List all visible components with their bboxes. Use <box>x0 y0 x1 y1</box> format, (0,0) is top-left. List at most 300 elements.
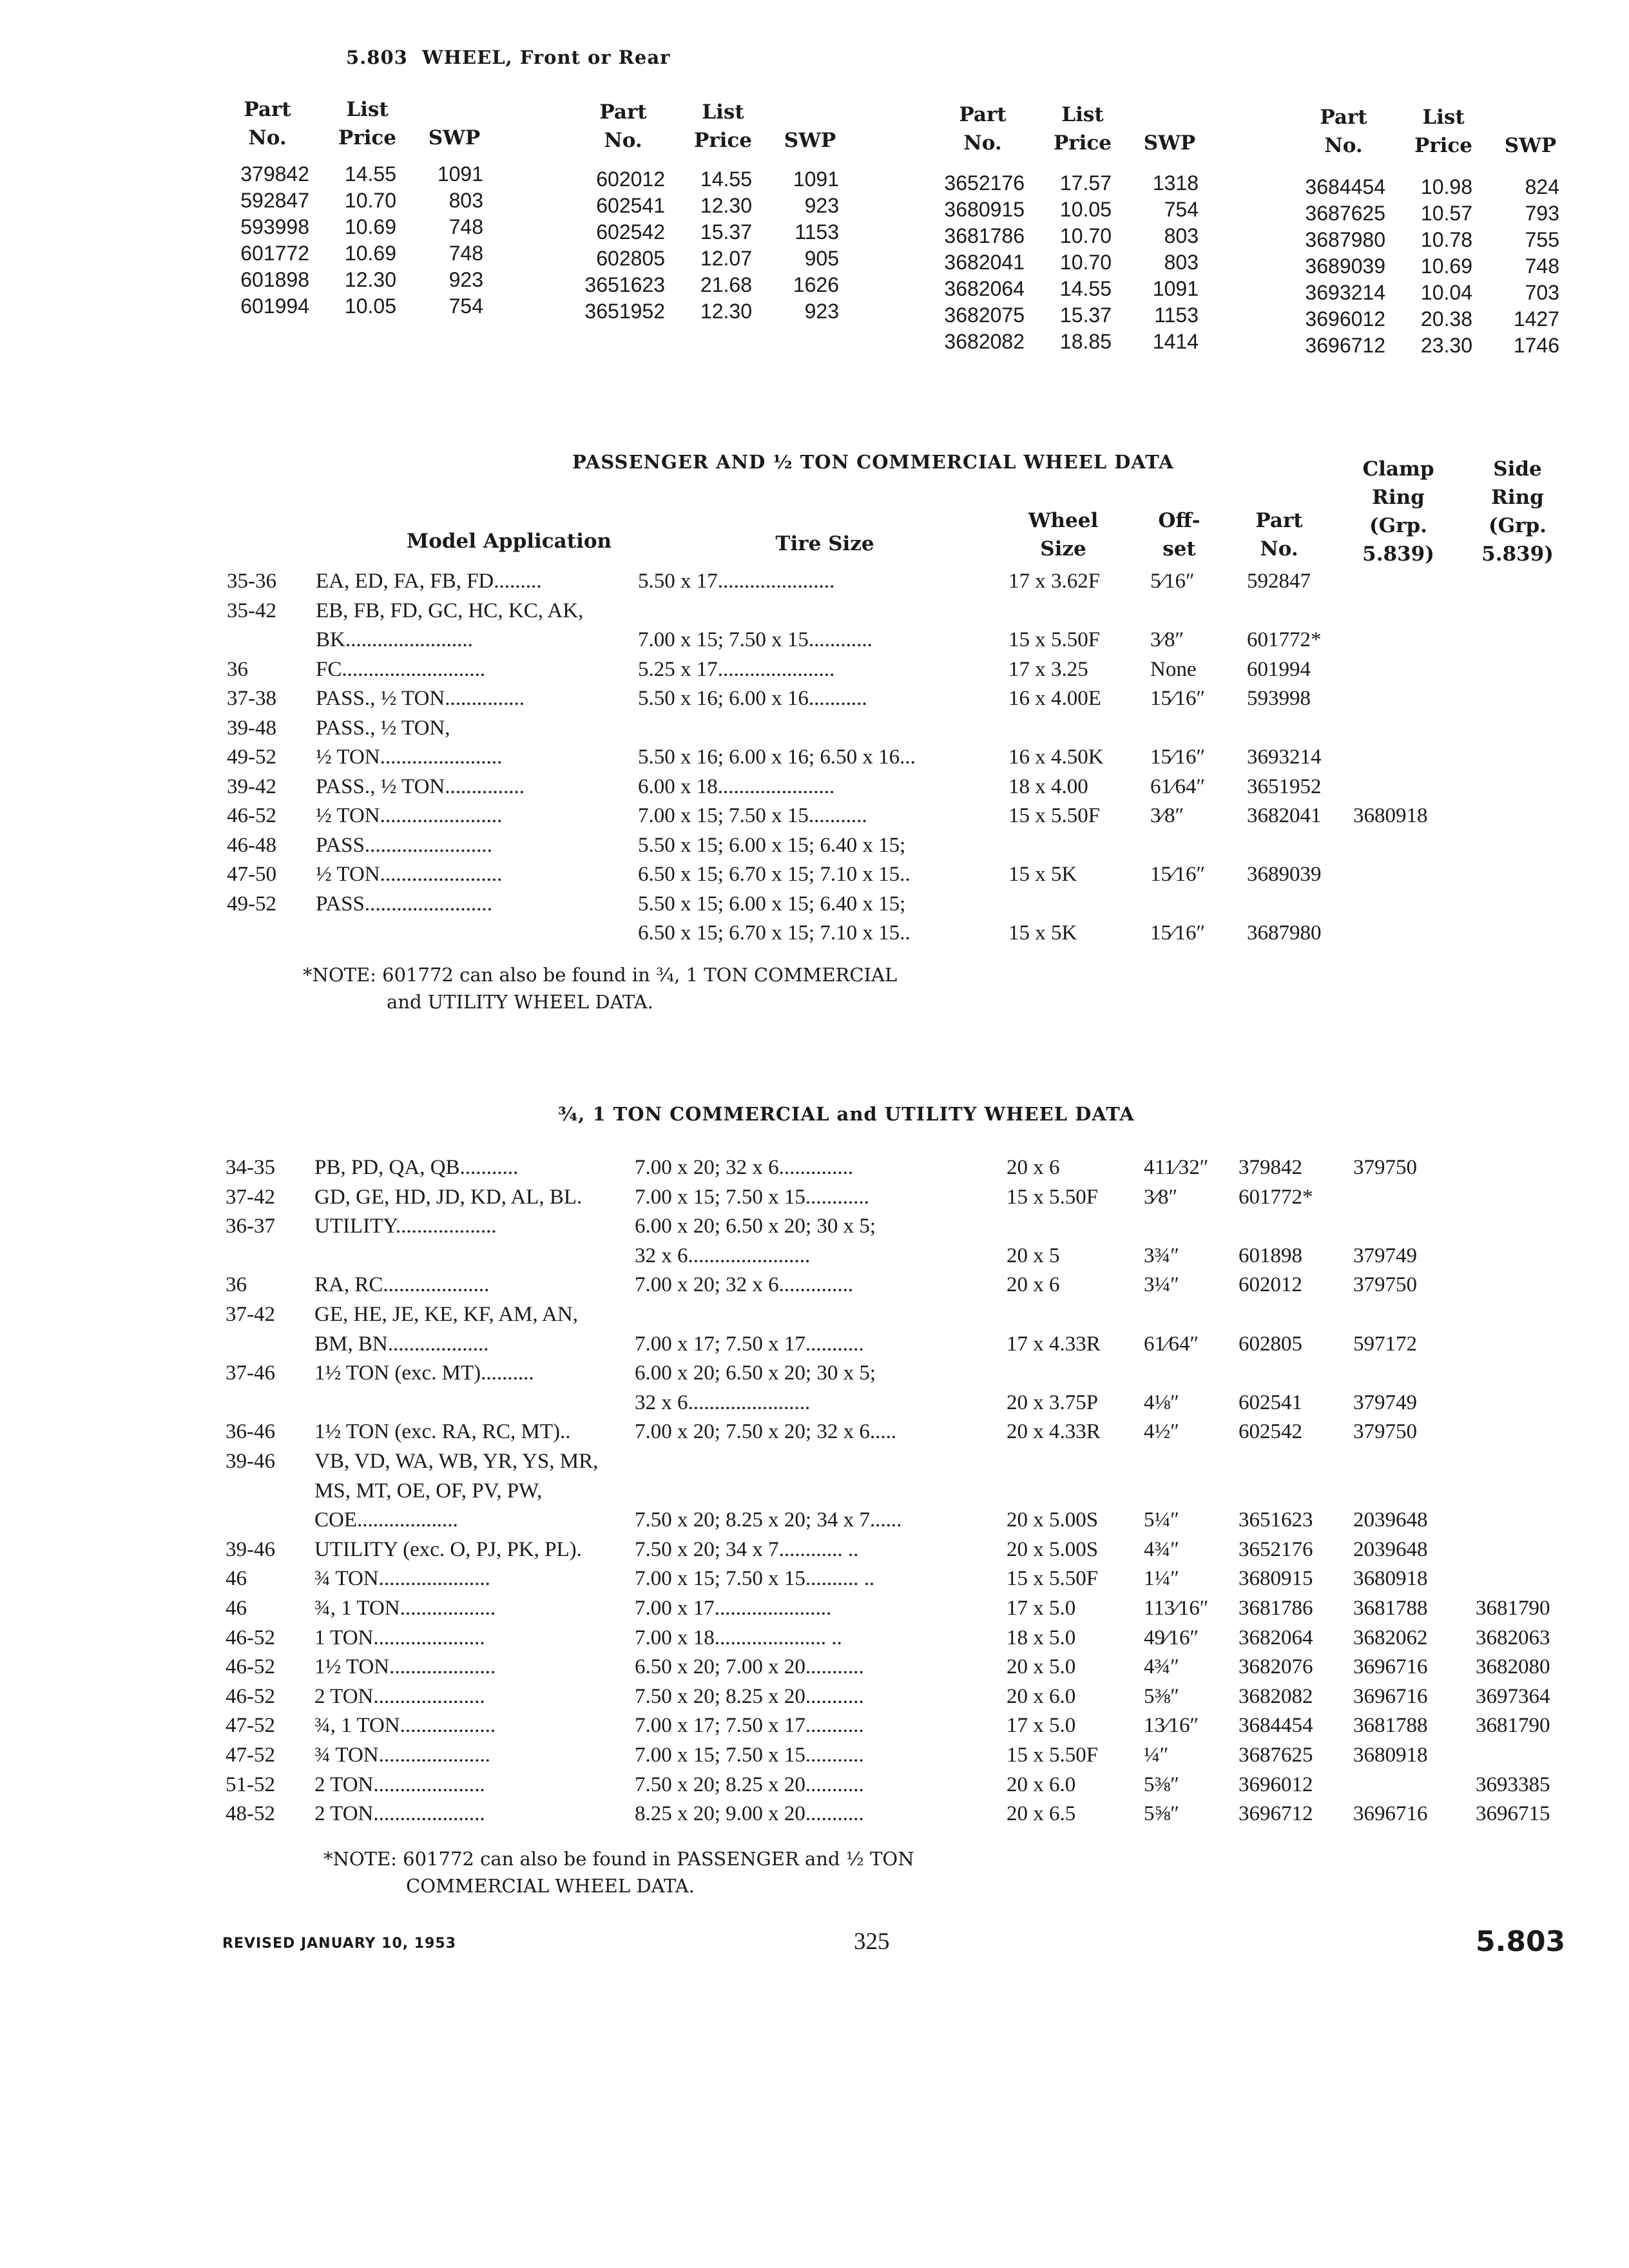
offset: 4⅛″ <box>1144 1390 1179 1414</box>
list-price: 10.78 <box>1420 228 1472 251</box>
header-swp: SWP <box>428 126 481 149</box>
offset: 13⁄16″ <box>1144 1714 1199 1738</box>
clamp-ring: 3680918 <box>1353 1744 1428 1767</box>
offset: 3⁄8″ <box>1144 1185 1178 1209</box>
model-application: 1½ TON.................... <box>314 1655 496 1679</box>
side-ring: 3693385 <box>1476 1773 1550 1796</box>
table-row <box>0 628 1629 657</box>
model-year: 49-52 <box>227 892 276 916</box>
swp-price: 1318 <box>1152 171 1199 195</box>
list-price: 10.57 <box>1420 202 1472 225</box>
table-row <box>0 863 1629 891</box>
clamp-ring: 3681788 <box>1353 1714 1428 1738</box>
swp-price: 923 <box>448 268 483 291</box>
swp-price: 803 <box>448 189 483 212</box>
part-number: 602541 <box>596 194 665 217</box>
offset: 61⁄64″ <box>1150 774 1206 798</box>
part-number: 593998 <box>1247 687 1311 710</box>
clamp-ring: 2039648 <box>1353 1537 1428 1561</box>
model-application: GE, HE, JE, KE, KF, AM, AN, <box>314 1303 578 1326</box>
table-row <box>0 1156 1629 1184</box>
model-application: GD, GE, HD, JD, KD, AL, BL. <box>314 1185 583 1209</box>
part-number: 3651623 <box>584 273 665 296</box>
wheel-size: 20 x 6 <box>1007 1156 1060 1179</box>
table-row <box>0 1597 1629 1625</box>
offset: 49⁄16″ <box>1144 1626 1199 1649</box>
section-number: 5.803 <box>346 46 408 68</box>
part-number: 3682075 <box>944 303 1025 327</box>
swp-price: 748 <box>448 215 483 238</box>
swp-price: 1091 <box>793 168 839 191</box>
model-year: 37-42 <box>226 1185 275 1209</box>
offset: 5⁄16″ <box>1150 570 1195 593</box>
offset: 15⁄16″ <box>1150 687 1206 710</box>
tire-size: 5.50 x 15; 6.00 x 15; 6.40 x 15; <box>638 892 906 916</box>
part-number: 3684454 <box>1239 1714 1313 1738</box>
list-price: 10.69 <box>344 242 396 265</box>
wheel-size: 15 x 5.50F <box>1007 1185 1099 1209</box>
table-row <box>0 1186 1629 1214</box>
tire-size: 32 x 6....................... <box>635 1244 811 1267</box>
swp-price: 748 <box>1525 255 1559 278</box>
swp-price: 824 <box>1525 175 1559 198</box>
model-year: 36-37 <box>226 1215 275 1238</box>
part-number: 379842 <box>240 162 309 186</box>
tire-size: 6.50 x 20; 7.00 x 20........... <box>635 1655 864 1679</box>
model-year: 49-52 <box>227 745 276 769</box>
part-number: 3687625 <box>1305 202 1385 225</box>
part-number: 3696012 <box>1305 307 1385 331</box>
wheel-size: 20 x 3.75P <box>1007 1390 1099 1414</box>
model-application: EA, ED, FA, FB, FD......... <box>316 570 542 593</box>
offset: 5¼″ <box>1144 1508 1179 1532</box>
part-number: 3682076 <box>1239 1655 1313 1679</box>
offset: 3⁄8″ <box>1150 804 1184 827</box>
tire-size: 6.50 x 15; 6.70 x 15; 7.10 x 15.. <box>638 921 911 945</box>
list-price: 12.30 <box>700 300 752 323</box>
swp-price: 755 <box>1525 228 1559 251</box>
part-number: 601772* <box>1247 628 1322 651</box>
tire-size: 6.50 x 15; 6.70 x 15; 7.10 x 15.. <box>638 863 911 886</box>
clamp-ring: 379749 <box>1353 1390 1417 1414</box>
wheel-size: 18 x 4.00 <box>1008 774 1088 798</box>
list-price: 12.07 <box>700 247 752 270</box>
table-row <box>0 745 1629 774</box>
swp-price: 1091 <box>1152 277 1199 300</box>
wheel-size: 20 x 5 <box>1007 1244 1060 1267</box>
part-number: 602541 <box>1239 1390 1302 1414</box>
list-price: 14.55 <box>344 162 396 186</box>
table-row <box>0 687 1629 715</box>
model-year: 46 <box>226 1597 247 1620</box>
list-price: 15.37 <box>1059 303 1112 327</box>
wheel-size: 18 x 5.0 <box>1007 1626 1076 1649</box>
model-year: 36 <box>226 1273 247 1297</box>
swp-price: 793 <box>1525 202 1559 225</box>
header-offset: Off- set <box>1158 509 1200 561</box>
list-price: 20.38 <box>1420 307 1472 331</box>
offset: 3⁄8″ <box>1150 628 1184 651</box>
tire-size: 7.00 x 15; 7.50 x 15........... <box>638 804 867 827</box>
part-number: 601772* <box>1239 1185 1313 1209</box>
list-price: 10.70 <box>1059 251 1112 274</box>
model-application: PASS........................ <box>316 892 492 916</box>
tire-size: 5.25 x 17...................... <box>638 657 835 681</box>
part-number: 3696012 <box>1239 1773 1313 1796</box>
header-list-price: List Price <box>1414 106 1473 157</box>
wheel-size: 15 x 5K <box>1008 863 1077 886</box>
table-row <box>0 658 1629 686</box>
table-row <box>0 1655 1629 1684</box>
header-side-ring: Side Ring (Grp. 5.839) <box>1481 457 1554 566</box>
offset: None <box>1150 657 1197 681</box>
list-price: 10.69 <box>1420 255 1472 278</box>
part-number: 3687980 <box>1305 228 1385 251</box>
table-row <box>0 1802 1629 1831</box>
header-list-price: List Price <box>1053 103 1112 155</box>
tire-size: 7.00 x 17; 7.50 x 17........... <box>635 1714 864 1738</box>
list-price: 15.37 <box>700 220 752 244</box>
clamp-ring: 3696716 <box>1353 1802 1428 1826</box>
clamp-ring: 3682062 <box>1353 1626 1428 1649</box>
model-year: 37-42 <box>226 1303 275 1326</box>
part-number: 3651952 <box>584 300 665 323</box>
swp-price: 754 <box>1164 198 1199 221</box>
list-price: 23.30 <box>1420 334 1472 357</box>
part-number: 3681786 <box>944 224 1025 247</box>
table-row <box>0 804 1629 832</box>
part-number: 602805 <box>1239 1332 1302 1356</box>
swp-price: 1427 <box>1513 307 1559 331</box>
part-number: 3682082 <box>1239 1684 1313 1708</box>
table-row <box>0 599 1629 628</box>
model-year: 36 <box>227 657 248 681</box>
clamp-ring: 379750 <box>1353 1273 1417 1297</box>
part-number: 3696712 <box>1305 334 1385 357</box>
tire-size: 5.50 x 16; 6.00 x 16; 6.50 x 16... <box>638 745 916 769</box>
offset: 3¼″ <box>1144 1273 1179 1297</box>
table-row <box>0 1685 1629 1713</box>
header-list-price: List Price <box>693 101 753 152</box>
model-year: 35-36 <box>227 570 276 593</box>
side-ring: 3696715 <box>1476 1802 1550 1826</box>
part-number: 3689039 <box>1305 255 1385 278</box>
header-tire-size: Tire Size <box>775 532 874 555</box>
model-year: 36-46 <box>226 1420 275 1444</box>
clamp-ring: 3680918 <box>1353 1567 1428 1591</box>
list-price: 12.30 <box>700 194 752 217</box>
offset: 61⁄64″ <box>1144 1332 1199 1356</box>
swp-price: 1414 <box>1152 330 1199 353</box>
offset: 3¾″ <box>1144 1244 1179 1267</box>
model-application: 2 TON..................... <box>314 1802 485 1826</box>
tire-size: 5.50 x 15; 6.00 x 15; 6.40 x 15; <box>638 833 906 857</box>
tire-size: 7.50 x 20; 8.25 x 20........... <box>635 1773 864 1796</box>
model-year: 47-52 <box>226 1714 275 1738</box>
revised-date: REVISED JANUARY 10, 1953 <box>222 1936 457 1952</box>
tire-size: 32 x 6....................... <box>635 1390 811 1414</box>
part-number: 3682041 <box>1247 804 1322 827</box>
part-number: 3687625 <box>1239 1744 1313 1767</box>
section-3-note: *NOTE: 601772 can also be found in PASSENGER and ½ TON COMMERCIAL WHEEL DATA. <box>323 1848 914 1897</box>
part-number: 3689039 <box>1247 863 1322 886</box>
wheel-size: 20 x 5.00S <box>1007 1508 1099 1532</box>
wheel-size: 17 x 3.62F <box>1008 570 1101 593</box>
swp-price: 1626 <box>793 273 839 296</box>
model-year: 35-42 <box>227 599 276 622</box>
tire-size: 7.00 x 20; 32 x 6.............. <box>635 1156 854 1179</box>
offset: 1¼″ <box>1144 1567 1179 1591</box>
part-number: 601994 <box>1247 657 1311 681</box>
side-ring: 3682063 <box>1476 1626 1550 1649</box>
clamp-ring: 2039648 <box>1353 1508 1428 1532</box>
model-year: 51-52 <box>226 1773 275 1796</box>
list-price: 10.04 <box>1420 281 1472 304</box>
table-row <box>0 1215 1629 1243</box>
side-ring: 3697364 <box>1476 1684 1550 1708</box>
header-wheel-size: Wheel Size <box>1028 509 1099 561</box>
model-year: 47-52 <box>226 1744 275 1767</box>
part-number: 602012 <box>1239 1273 1302 1297</box>
tire-size: 7.00 x 15; 7.50 x 15............ <box>638 628 872 651</box>
tire-size: 6.00 x 18...................... <box>638 774 835 798</box>
swp-price: 1091 <box>437 162 483 186</box>
model-year: 46-52 <box>226 1626 275 1649</box>
model-year: 48-52 <box>226 1802 275 1826</box>
offset: ¼″ <box>1144 1744 1169 1767</box>
part-number: 3687980 <box>1247 921 1322 945</box>
list-price: 10.05 <box>1059 198 1112 221</box>
model-application: ¾, 1 TON.................. <box>314 1714 496 1738</box>
header-swp: SWP <box>1504 134 1557 157</box>
offset: 411⁄32″ <box>1144 1156 1209 1179</box>
model-application: BM, BN................... <box>314 1332 489 1356</box>
section-3-title: ¾, 1 TON COMMERCIAL and UTILITY WHEEL DATA <box>558 1103 1135 1125</box>
tire-size: 7.00 x 17...................... <box>635 1597 832 1620</box>
model-application: ¾, 1 TON.................. <box>314 1597 496 1620</box>
tire-size: 7.00 x 15; 7.50 x 15.......... .. <box>635 1567 875 1591</box>
part-number: 601994 <box>240 294 309 318</box>
table-row <box>0 834 1629 862</box>
header-swp: SWP <box>1143 131 1196 155</box>
part-number: 3682064 <box>1239 1626 1313 1649</box>
table-row <box>0 921 1629 950</box>
model-application: 1 TON..................... <box>314 1626 485 1649</box>
model-year: 46-48 <box>227 833 276 857</box>
swp-price: 803 <box>1164 251 1199 274</box>
tire-size: 7.50 x 20; 34 x 7............ .. <box>635 1537 859 1561</box>
model-year: 39-46 <box>226 1450 275 1473</box>
list-price: 14.55 <box>700 168 752 191</box>
part-number: 3652176 <box>1239 1537 1313 1561</box>
part-number: 3693214 <box>1305 281 1385 304</box>
swp-price: 923 <box>804 194 839 217</box>
tire-size: 6.00 x 20; 6.50 x 20; 30 x 5; <box>635 1361 876 1385</box>
tire-size: 7.00 x 20; 32 x 6.............. <box>635 1273 854 1297</box>
model-application: ¾ TON..................... <box>314 1567 490 1591</box>
part-number: 3682064 <box>944 277 1025 300</box>
header-part-no: Part No. <box>1255 509 1303 561</box>
swp-price: 803 <box>1164 224 1199 247</box>
model-year: 39-42 <box>227 774 276 798</box>
model-application: PASS., ½ TON............... <box>316 774 525 798</box>
swp-price: 905 <box>804 247 839 270</box>
table-row <box>0 716 1629 745</box>
list-price: 17.57 <box>1059 171 1112 195</box>
part-number: 592847 <box>1247 570 1311 593</box>
model-application: 1½ TON (exc. RA, RC, MT).. <box>314 1420 571 1444</box>
wheel-size: 15 x 5.50F <box>1007 1567 1099 1591</box>
part-number: 3684454 <box>1305 175 1385 198</box>
section-1-title <box>346 46 670 68</box>
tire-size: 5.50 x 17...................... <box>638 570 835 593</box>
part-number: 3682041 <box>944 251 1025 274</box>
part-number: 593998 <box>240 215 309 238</box>
header-part-no: Part No. <box>244 98 291 149</box>
tire-size: 7.00 x 17; 7.50 x 17........... <box>635 1332 864 1356</box>
table-row <box>0 1273 1629 1302</box>
wheel-size: 16 x 4.50K <box>1008 745 1104 769</box>
part-number: 3680915 <box>1239 1567 1313 1591</box>
part-number: 3652176 <box>944 171 1025 195</box>
header-part-no: Part No. <box>1320 106 1367 157</box>
list-price: 10.70 <box>1059 224 1112 247</box>
offset: 5⅜″ <box>1144 1684 1179 1708</box>
model-application: RA, RC.................... <box>314 1273 490 1297</box>
wheel-size: 20 x 5.0 <box>1007 1655 1076 1679</box>
model-application: EB, FB, FD, GC, HC, KC, AK, <box>316 599 584 622</box>
list-price: 10.98 <box>1420 175 1472 198</box>
clamp-ring: 379749 <box>1353 1244 1417 1267</box>
swp-price: 1153 <box>1154 303 1199 327</box>
wheel-size: 17 x 4.33R <box>1007 1332 1101 1356</box>
swp-price: 754 <box>448 294 483 318</box>
tire-size: 7.00 x 18..................... .. <box>635 1626 842 1649</box>
wheel-size: 20 x 6.0 <box>1007 1773 1076 1796</box>
model-application: PASS........................ <box>316 833 492 857</box>
tire-size: 7.00 x 20; 7.50 x 20; 32 x 6..... <box>635 1420 897 1444</box>
wheel-size: 20 x 6 <box>1007 1273 1060 1297</box>
clamp-ring: 379750 <box>1353 1420 1417 1444</box>
table-row <box>0 1773 1629 1802</box>
tire-size: 5.50 x 16; 6.00 x 16........... <box>638 687 867 710</box>
model-year: 34-35 <box>226 1156 275 1179</box>
part-number: 3680915 <box>944 198 1025 221</box>
model-year: 46-52 <box>226 1655 275 1679</box>
wheel-size: 15 x 5.50F <box>1008 628 1101 651</box>
model-application: ½ TON....................... <box>316 863 503 886</box>
part-number: 592847 <box>240 189 309 212</box>
header-part-no: Part No. <box>599 101 647 152</box>
tire-size: 7.00 x 15; 7.50 x 15........... <box>635 1744 864 1767</box>
section-footer-number: 5.803 <box>1476 1925 1566 1958</box>
offset: 5⅝″ <box>1144 1802 1179 1826</box>
section-title-text: WHEEL, Front or Rear <box>422 46 671 68</box>
wheel-size: 15 x 5.50F <box>1008 804 1101 827</box>
table-row <box>0 1714 1629 1742</box>
part-number: 601898 <box>240 268 309 291</box>
part-number: 602805 <box>596 247 665 270</box>
side-ring: 3682080 <box>1476 1655 1550 1679</box>
wheel-size: 20 x 6.5 <box>1007 1802 1076 1826</box>
model-application: 1½ TON (exc. MT).......... <box>314 1361 534 1385</box>
swp-price: 923 <box>804 300 839 323</box>
part-number: 3696712 <box>1239 1802 1313 1826</box>
section-2-note: *NOTE: 601772 can also be found in ¾, 1 TON COMMERCIAL and UTILITY WHEEL DATA. <box>303 964 898 1013</box>
model-application: BK........................ <box>316 628 473 651</box>
table-row <box>0 1450 1629 1478</box>
offset: 15⁄16″ <box>1150 921 1206 945</box>
wheel-size: 16 x 4.00E <box>1008 687 1101 710</box>
offset: 4¾″ <box>1144 1655 1179 1679</box>
list-price: 14.55 <box>1059 277 1112 300</box>
table-row <box>0 570 1629 598</box>
side-ring: 3681790 <box>1476 1597 1550 1620</box>
model-year: 39-46 <box>226 1537 275 1561</box>
model-application: COE................... <box>314 1508 458 1532</box>
swp-price: 1153 <box>795 220 839 244</box>
table-row <box>0 1479 1629 1508</box>
table-row <box>0 1508 1629 1537</box>
model-year: 46-52 <box>226 1684 275 1708</box>
model-application: 2 TON..................... <box>314 1773 485 1796</box>
table-row <box>0 1420 1629 1448</box>
table-row <box>0 1744 1629 1772</box>
wheel-size: 17 x 3.25 <box>1008 657 1088 681</box>
section-2-title: PASSENGER AND ½ TON COMMERCIAL WHEEL DATA <box>572 451 1174 473</box>
list-price: 18.85 <box>1059 330 1112 353</box>
wheel-size: 20 x 5.00S <box>1007 1537 1099 1561</box>
part-number: 602542 <box>1239 1420 1302 1444</box>
model-application: ½ TON....................... <box>316 745 503 769</box>
list-price: 10.70 <box>344 189 396 212</box>
table-row <box>0 775 1629 803</box>
tire-size: 6.00 x 20; 6.50 x 20; 30 x 5; <box>635 1215 876 1238</box>
header-part-no: Part No. <box>959 103 1007 155</box>
clamp-ring: 3680918 <box>1353 804 1428 827</box>
clamp-ring: 3681788 <box>1353 1597 1428 1620</box>
header-clamp-ring: Clamp Ring (Grp. 5.839) <box>1362 457 1434 566</box>
part-number: 3682082 <box>944 330 1025 353</box>
swp-price: 748 <box>448 242 483 265</box>
table-row <box>0 1538 1629 1566</box>
table-row <box>0 1332 1629 1361</box>
part-number: 3651623 <box>1239 1508 1313 1532</box>
list-price: 10.05 <box>344 294 396 318</box>
swp-price: 703 <box>1525 281 1559 304</box>
part-number: 3651952 <box>1247 774 1322 798</box>
list-price: 12.30 <box>344 268 396 291</box>
clamp-ring: 3696716 <box>1353 1655 1428 1679</box>
model-application: UTILITY (exc. O, PJ, PK, PL). <box>314 1537 582 1561</box>
offset: 4¾″ <box>1144 1537 1179 1561</box>
list-price: 10.69 <box>344 215 396 238</box>
model-application: UTILITY................... <box>314 1215 497 1238</box>
wheel-size: 15 x 5.50F <box>1007 1744 1099 1767</box>
model-year: 46 <box>226 1567 247 1591</box>
model-year: 39-48 <box>227 716 276 740</box>
model-application: ½ TON....................... <box>316 804 503 827</box>
table-row <box>0 1361 1629 1390</box>
part-number: 3681786 <box>1239 1597 1313 1620</box>
table-row <box>0 1567 1629 1595</box>
model-application: PASS., ½ TON............... <box>316 687 525 710</box>
offset: 113⁄16″ <box>1144 1597 1209 1620</box>
offset: 5⅜″ <box>1144 1773 1179 1796</box>
model-year: 47-50 <box>227 863 276 886</box>
wheel-size: 20 x 6.0 <box>1007 1684 1076 1708</box>
tire-size: 7.00 x 15; 7.50 x 15............ <box>635 1185 869 1209</box>
